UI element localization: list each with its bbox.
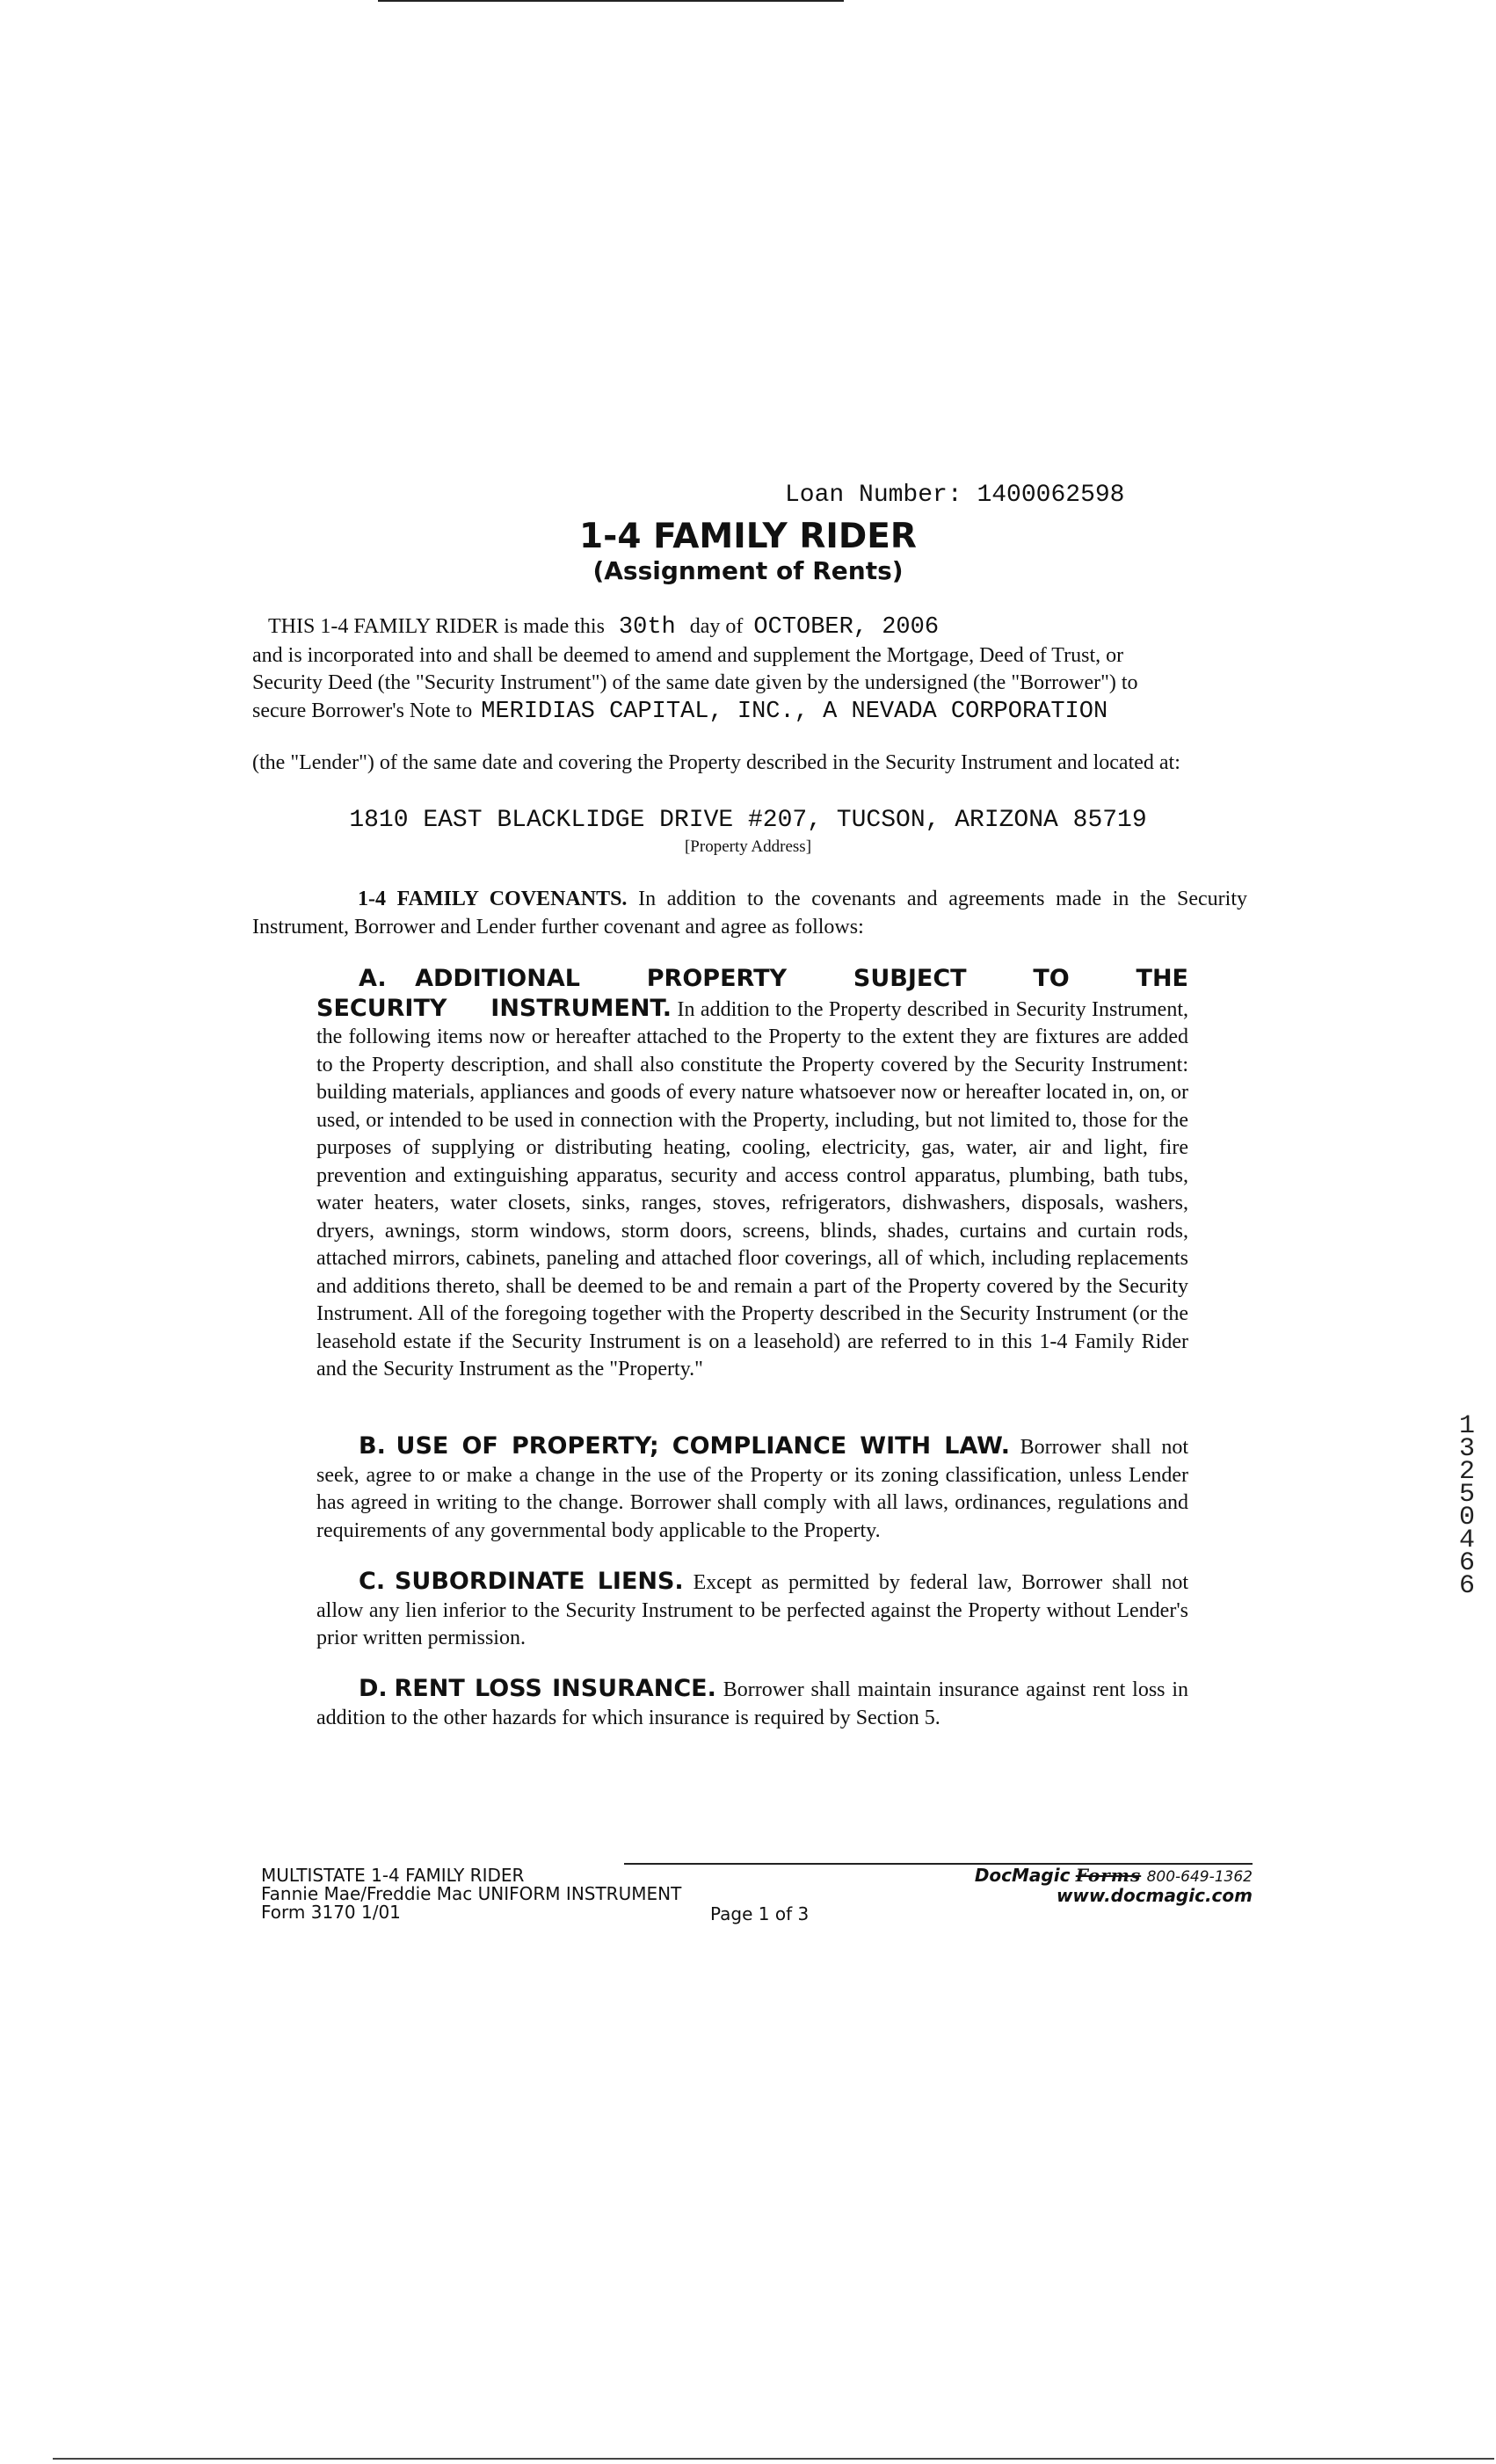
intro-month-year: OCTOBER, 2006 xyxy=(753,614,940,641)
intro-day-of: day of xyxy=(689,615,744,638)
section-d-heading: RENT LOSS INSURANCE. xyxy=(394,1675,716,1702)
footer-form-number: Form 3170 1/01 xyxy=(261,1902,401,1923)
intro-day: 30th xyxy=(618,614,676,641)
footer-form-title: MULTISTATE 1-4 FAMILY RIDER xyxy=(261,1865,525,1886)
intro-line-5: (the "Lender") of the same date and covering the Property described in the Security Instrument and located at: xyxy=(252,751,1180,774)
docmagic-website: www.docmagic.com xyxy=(1056,1885,1253,1906)
page-title: 1-4 FAMILY RIDER xyxy=(579,517,917,556)
property-address-caption: [Property Address] xyxy=(684,837,812,856)
section-c-text: Except as permitted by federal law, Borrower shall not allow any lien inferior to the Security Instrument to be perfected against the Property without Lender's prior written permission. xyxy=(316,1571,1189,1649)
loan-number-value: 1400062598 xyxy=(977,482,1125,509)
section-d xyxy=(316,1675,1188,1732)
section-c-heading: SUBORDINATE LIENS. xyxy=(394,1568,684,1595)
intro-line-2: and is incorporated into and shall be deemed to amend and supplement the Mortgage, Deed of Trust, or xyxy=(252,643,1124,667)
section-c xyxy=(316,1568,1188,1653)
section-c-letter: C. xyxy=(359,1568,386,1595)
section-d-letter: D. xyxy=(359,1675,388,1702)
loan-number-line xyxy=(785,482,1124,509)
intro-made-prefix: THIS 1-4 FAMILY RIDER is made this xyxy=(268,615,605,638)
scan-edge-line xyxy=(378,0,844,2)
intro-line-3: Security Deed (the "Security Instrument") of the same date given by the undersigned (the "Borrower") to xyxy=(252,671,1138,694)
section-d-text: Borrower shall maintain insurance against rent loss in addition to the other hazards for which insurance is required by Section 5. xyxy=(316,1678,1189,1729)
footer-rule xyxy=(624,1863,1253,1865)
intro-paragraph xyxy=(252,613,1247,778)
property-address: 1810 EAST BLACKLIDGE DRIVE #207, TUCSON, ARIZONA 85719 xyxy=(349,807,1147,834)
scan-bottom-line xyxy=(53,2458,1494,2460)
section-b-heading: USE OF PROPERTY; COMPLIANCE WITH LAW. xyxy=(396,1432,1010,1460)
footer-left xyxy=(261,1866,681,1922)
lender-name: MERIDIAS CAPITAL, INC., A NEVADA CORPORATION xyxy=(481,698,1108,725)
section-b-text: Borrower shall not seek, agree to or make a change in the use of the Property or its zoning classification, unless Lender has agreed in writing to the change. Borrower shall comply with all laws, ordinances, regulations and requirements of any governmental body applicable to the Property. xyxy=(316,1436,1189,1542)
section-a-letter: A. xyxy=(359,965,387,992)
docmagic-forms-logo: Forms xyxy=(1075,1865,1142,1886)
footer-page-number: Page 1 of 3 xyxy=(710,1903,810,1924)
section-a xyxy=(316,965,1188,1384)
side-stamp: 1325 0466 xyxy=(1458,1411,1475,1601)
covenants-paragraph xyxy=(252,886,1247,941)
covenants-text: In addition to the covenants and agreements made in the Security Instrument, Borrower and Lender further covenant and agree as follows: xyxy=(252,888,1247,938)
loan-number-label: Loan Number: xyxy=(785,482,962,509)
page-subtitle: (Assignment of Rents) xyxy=(592,556,904,585)
footer-right xyxy=(879,1866,1253,1905)
section-b-letter: B. xyxy=(359,1432,386,1460)
covenants-heading: 1-4 FAMILY COVENANTS. xyxy=(358,888,628,910)
docmagic-phone: 800-649-1362 xyxy=(1146,1868,1253,1886)
footer-uniform-instrument: Fannie Mae/Freddie Mac UNIFORM INSTRUMENT xyxy=(261,1883,682,1904)
intro-line-4-prefix: secure Borrower's Note to xyxy=(252,699,473,722)
section-a-heading: ADDITIONAL PROPERTY SUBJECT TO THE SECURITY INSTRUMENT. xyxy=(316,965,1189,1022)
docmagic-logo: DocMagic xyxy=(974,1865,1071,1886)
section-b xyxy=(316,1432,1188,1545)
section-a-text: In addition to the Property described in Security Instrument, the following items now or hereafter attached to the Property to the extent they are fixtures are added to the Property description, and shall also constitute the Property covered by the Security Instrument: building materials, appliances and goods of every nature whatsoever now or hereafter located in, on, or used, or intended to be used in connection with the Property, including, but not limited to, those for the purposes of supplying or distributing heating, cooling, electricity, gas, water, air and light, fire prevention and extinguishing apparatus, security and access control apparatus, plumbing, bath tubs, water heaters, water closets, sinks, ranges, stoves, refrigerators, dishwashers, disposals, washers, dryers, awnings, storm windows, storm doors, screens, blinds, shades, curtains and curtain rods, attached mirrors, cabinets, paneling and attached floor coverings, all of which, including replacements and additions thereto, shall be deemed to be and remain a part of the Property covered by the Security Instrument. All of the foregoing together with the Property described in the Security Instrument (or the leasehold estate if the Security Instrument is on a leasehold) are referred to in this 1-4 Family Rider and the Security Instrument as the "Property." xyxy=(316,997,1189,1381)
